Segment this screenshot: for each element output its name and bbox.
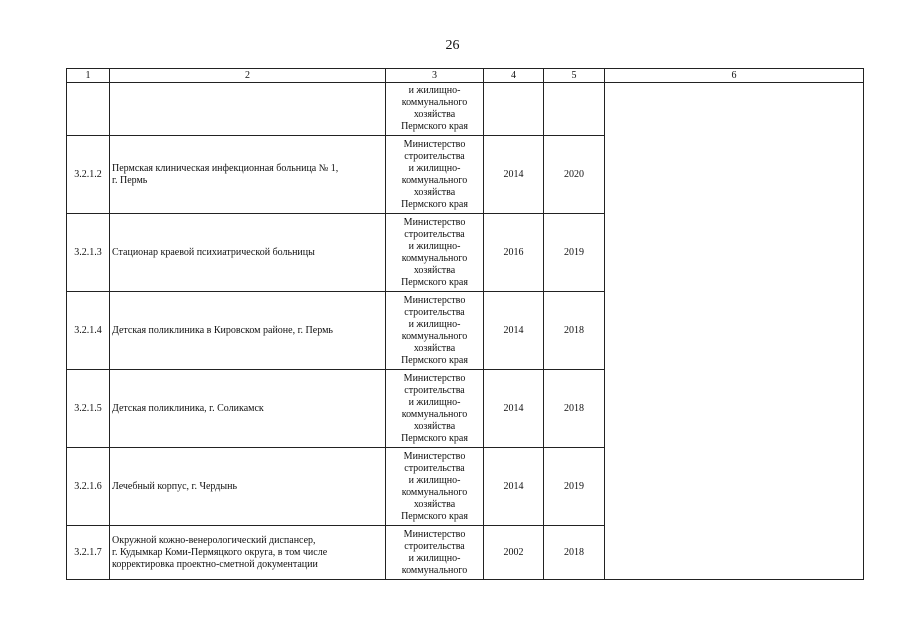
header-col-3: 3	[386, 69, 484, 83]
resp-line: строительства	[404, 150, 465, 162]
continuation-row	[67, 83, 864, 136]
resp-line: Пермского края	[401, 121, 468, 132]
item-code-cell: 3.2.1.5	[67, 370, 110, 448]
resp-line: Пермского края	[401, 432, 468, 444]
item-start-year-cell: 2002	[484, 526, 544, 580]
item-code-cell: 3.2.1.7	[67, 526, 110, 580]
name-line: Пермская клиническая инфекционная больница № 1,	[112, 162, 339, 174]
resp-line: и жилищно-	[408, 162, 461, 174]
item-responsible-cell	[386, 214, 484, 292]
resp-line: и жилищно-	[408, 85, 461, 96]
header-col-5: 5	[544, 69, 605, 83]
resp-line: Министерство	[403, 216, 466, 228]
name-line: г. Кудымкар Коми-Пермяцкого округа, в том числе	[112, 546, 328, 558]
resp-line: Пермского края	[401, 198, 468, 210]
name-line: Лечебный корпус, г. Чердынь	[112, 480, 238, 492]
resp-line: коммунального	[401, 252, 468, 264]
item-name-cell	[110, 136, 386, 214]
item-start-year-cell: 2014	[484, 136, 544, 214]
resp-line: Министерство	[403, 528, 466, 540]
resp-line: хозяйства	[413, 420, 456, 432]
header-col-2: 2	[110, 69, 386, 83]
item-start-year-cell: 2016	[484, 214, 544, 292]
resp-line: Пермского края	[401, 510, 468, 522]
item-end-year-cell: 2018	[544, 526, 605, 580]
resp-line: коммунального	[401, 97, 468, 108]
resp-line: хозяйства	[413, 498, 456, 510]
item-name-cell	[110, 526, 386, 580]
item-name-cell	[110, 214, 386, 292]
item-responsible-cell	[386, 292, 484, 370]
resp-line: коммунального	[401, 408, 468, 420]
item-start-year-cell: 2014	[484, 370, 544, 448]
resp-line: и жилищно-	[408, 318, 461, 330]
item-code-cell: 3.2.1.4	[67, 292, 110, 370]
continuation-responsible-cell	[386, 83, 484, 136]
resp-line: строительства	[404, 306, 465, 318]
resp-line: строительства	[404, 384, 465, 396]
resp-line: и жилищно-	[408, 552, 461, 564]
measures-table	[66, 68, 864, 580]
resp-line: строительства	[404, 462, 465, 474]
resp-line: Пермского края	[401, 354, 468, 366]
page-number: 26	[445, 38, 460, 53]
resp-line: Министерство	[403, 372, 466, 384]
resp-line: и жилищно-	[408, 474, 461, 486]
item-end-year-cell: 2019	[544, 214, 605, 292]
header-row	[67, 69, 864, 83]
header-col-4: 4	[484, 69, 544, 83]
item-end-year-cell: 2020	[544, 136, 605, 214]
resp-line: Министерство	[403, 294, 466, 306]
continuation-name-cell	[110, 83, 386, 136]
item-start-year-cell: 2014	[484, 292, 544, 370]
resp-line: хозяйства	[413, 109, 456, 120]
resp-line: хозяйства	[413, 186, 456, 198]
item-code-cell: 3.2.1.3	[67, 214, 110, 292]
item-code-cell: 3.2.1.2	[67, 136, 110, 214]
item-start-year-cell: 2014	[484, 448, 544, 526]
item-responsible-cell	[386, 370, 484, 448]
resp-line: коммунального	[401, 174, 468, 186]
item-end-year-cell: 2018	[544, 370, 605, 448]
resp-line: и жилищно-	[408, 396, 461, 408]
resp-line: хозяйства	[413, 342, 456, 354]
resp-line: Министерство	[403, 138, 466, 150]
resp-line: строительства	[404, 228, 465, 240]
continuation-start-cell	[484, 83, 544, 136]
name-line: Детская поликлиника в Кировском районе, г. Пермь	[112, 324, 333, 336]
item-responsible-cell	[386, 448, 484, 526]
item-responsible-cell	[386, 526, 484, 580]
item-code-cell: 3.2.1.6	[67, 448, 110, 526]
resp-line: хозяйства	[413, 264, 456, 276]
name-line: Стационар краевой психиатрической больницы	[112, 246, 315, 258]
continuation-end-cell	[544, 83, 605, 136]
continuation-code-cell	[67, 83, 110, 136]
resp-line: строительства	[404, 540, 465, 552]
name-line: г. Пермь	[112, 174, 148, 186]
name-line: Окружной кожно-венерологический диспансер,	[112, 534, 316, 546]
item-end-year-cell: 2019	[544, 448, 605, 526]
item-responsible-cell	[386, 136, 484, 214]
resp-line: коммунального	[401, 486, 468, 498]
item-name-cell	[110, 370, 386, 448]
name-line: Детская поликлиника, г. Соликамск	[112, 402, 264, 414]
name-line: корректировка проектно-сметной документации	[112, 558, 318, 570]
item-name-cell	[110, 292, 386, 370]
resp-line: и жилищно-	[408, 240, 461, 252]
resp-line: Министерство	[403, 450, 466, 462]
resp-line: Пермского края	[401, 276, 468, 288]
item-end-year-cell: 2018	[544, 292, 605, 370]
resp-line: коммунального	[401, 564, 468, 576]
resp-line: коммунального	[401, 330, 468, 342]
item-name-cell	[110, 448, 386, 526]
header-col-6: 6	[605, 69, 864, 83]
header-col-1: 1	[67, 69, 110, 83]
notes-cell	[605, 83, 864, 580]
